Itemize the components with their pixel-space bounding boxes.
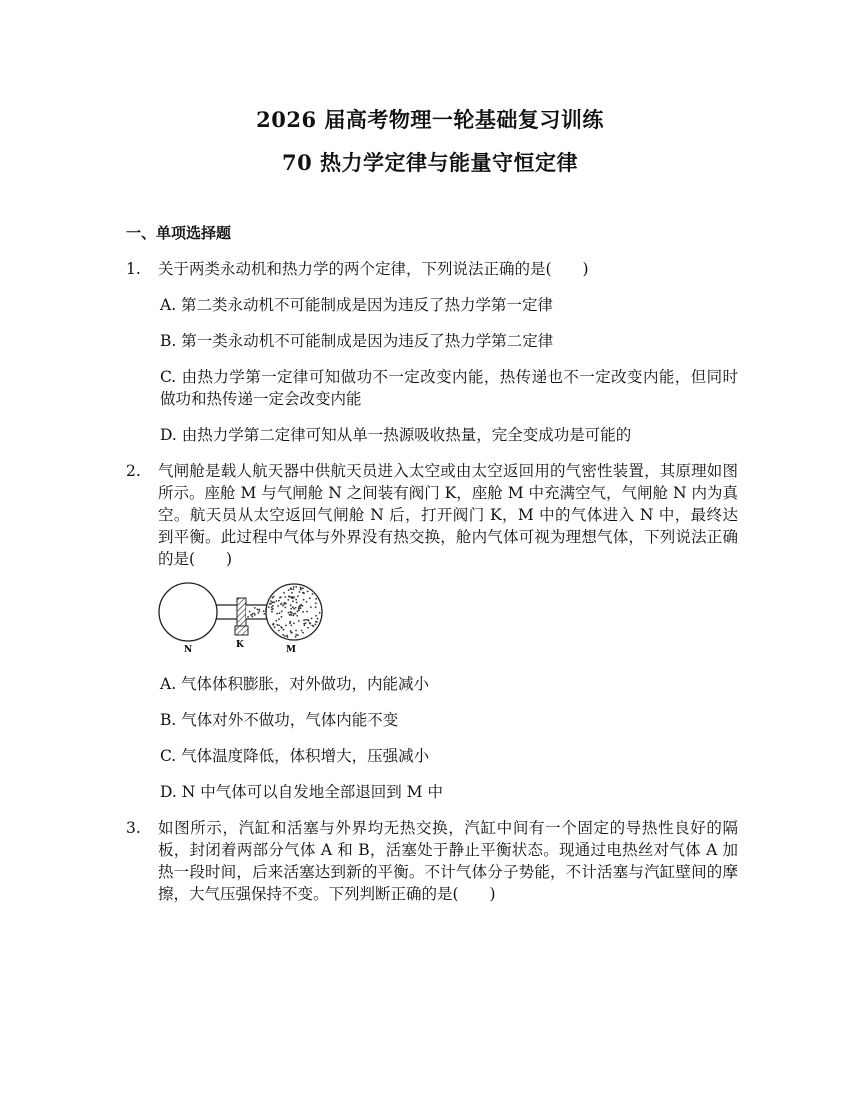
question-1 [126,258,738,280]
gas-particle [274,626,276,628]
gas-particle [281,610,283,612]
gas-particle [300,604,302,606]
gas-particle [295,636,297,638]
gas-particle [307,591,309,593]
gas-particle [302,611,304,613]
gas-particle [290,608,292,610]
gas-particle [270,600,272,602]
label-k: K [236,640,244,650]
gas-particle [306,601,308,603]
gas-particle [290,614,292,616]
gas-particle [297,595,299,597]
gas-particle [263,613,265,615]
gas-particle [281,603,283,605]
gas-particle [304,624,306,626]
gas-particle [282,605,284,607]
gas-particle [276,600,278,602]
gas-particle [253,612,255,614]
gas-particle [306,611,308,613]
gas-particle [279,597,281,599]
question-2-option-c: C. 气体温度降低，体积增大，压强减小 [160,747,430,765]
gas-particle [293,615,295,617]
gas-particle [293,613,295,615]
gas-particle [283,629,285,631]
gas-particle [279,612,281,614]
gas-particle [315,598,317,600]
label-m: M [286,645,296,655]
gas-particle [290,588,292,590]
gas-particle [303,619,305,621]
question-number: 3. [126,819,141,837]
gas-particle [271,602,273,604]
gas-particle [293,623,295,625]
gas-particle [295,607,297,609]
gas-particle [292,600,294,602]
gas-particle [295,634,297,636]
gas-particle [298,620,300,622]
gas-particle [273,596,275,598]
gas-particle [270,603,272,605]
gas-particle [293,608,295,610]
question-2-option-b: B. 气体对外不做功，气体内能不变 [160,711,399,729]
gas-particle [298,609,300,611]
gas-particle [310,606,312,608]
gas-particle [293,588,295,590]
gas-particle [278,600,280,602]
gas-particle [271,606,273,608]
question-1-option-a: A. 第二类永动机不可能制成是因为违反了热力学第一定律 [160,296,554,314]
gas-particle [299,591,301,593]
gas-particle [259,610,261,612]
gas-particle [283,592,285,594]
gas-particle [296,615,298,617]
gas-particle [305,619,307,621]
gas-particle [288,612,290,614]
gas-particle [309,622,311,624]
gas-particle [311,618,313,620]
gas-particle [268,606,270,608]
section-heading: 一、单项选择题 [126,224,232,242]
gas-particle [293,586,295,588]
gas-particle [263,610,265,612]
gas-particle [247,616,249,618]
gas-particle [315,615,317,617]
question-2-option-a: A. 气体体积膨胀，对外做功，内能减小 [160,675,430,693]
gas-particle [315,606,317,608]
gas-particle [286,635,288,637]
gas-particle [315,624,317,626]
gas-particle [301,630,303,632]
gas-particle [249,611,251,613]
question-stem: 关于两类永动机和热力学的两个定律，下列说法正确的是( ) [158,260,589,278]
gas-particle [273,623,275,625]
gas-particle [278,625,280,627]
gas-particle [284,607,286,609]
gas-particle [289,622,291,624]
gas-particle [300,587,302,589]
gas-particle [307,619,309,621]
question-1-option-b: B. 第一类永动机不可能制成是因为违反了热力学第二定律 [160,332,554,350]
gas-particle [276,624,278,626]
gas-particle [257,612,259,614]
gas-particle [295,630,297,632]
gas-particle [315,602,317,604]
gas-particle [289,596,291,598]
gas-particle [309,597,311,599]
gas-particle [291,592,293,594]
gas-particle [273,602,275,604]
gas-particle [303,623,305,625]
question-1-option-c: C. 由热力学第一定律可知做功不一定改变内能，热传递也不一定改变内能，但同时做功和热传递一定会改变内能 [160,368,738,408]
gas-particle [277,605,279,607]
gas-particle [290,625,292,627]
gas-particle [298,608,300,610]
gas-particle [251,613,253,615]
question-stem: 如图所示，汽缸和活塞与外界均无热交换，汽缸中间有一个固定的导热性良好的隔板，封闭着两部分气体 A 和 B，活塞处于静止平衡状态。现通过电热丝对气体 A 加热一段时间，后来活塞达到新的平衡。不计气体分子势能，不计活塞与汽缸壁间的摩擦，大气压强保持不变。下列判断正确的是( ) [158,819,738,903]
gas-particle [295,586,297,588]
gas-particle [284,596,286,598]
gas-particle [313,625,315,627]
question-2 [126,460,738,570]
gas-particle [287,599,289,601]
gas-particle [291,597,293,599]
question-2-option-d: D. N 中气体可以自发地全部退回到 M 中 [160,783,443,801]
gas-particle [292,606,294,608]
document-subtitle: 70 热力学定律与能量守恒定律 [281,150,579,175]
gas-particle [257,609,259,611]
gas-particle [295,599,297,601]
gas-particle [284,635,286,637]
gas-particle [251,616,253,618]
gas-particle [300,589,302,591]
gas-particle [291,632,293,634]
gas-particle [254,614,256,616]
chamber-n [159,583,217,641]
gas-particle [291,612,293,614]
gas-particle [300,607,302,609]
gas-particle [271,609,273,611]
gas-particle [281,616,283,618]
gas-particle [280,626,282,628]
gas-particle [271,611,273,613]
gas-particle [319,612,321,614]
gas-particle [302,632,304,634]
question-number: 1. [126,260,141,278]
gas-particle [288,589,290,591]
gas-particle [254,607,256,609]
gas-particle [276,613,278,615]
gas-particle [307,627,309,629]
gas-particle [302,587,304,589]
gas-particle [265,608,267,610]
gas-particle [312,593,314,595]
gas-particle [265,610,267,612]
document-title: 2026 届高考物理一轮基础复习训练 [256,107,604,132]
gas-particle [278,630,280,632]
gas-particle [285,625,287,627]
question-stem: 气闸舱是载人航天器中供航天员进入太空或由太空返回用的气密性装置，其原理如图所示。座舱 M 与气闸舱 N 之间装有阀门 K，座舱 M 中充满空气，气闸舱 N 内为真空。航天员从太空返回气闸舱 N 后，打开阀门 K，M 中的气体进入 N 中，最终达到平衡。此过程中气体与外界没有热交换，舱内气体可视为理想气体，下列说法正确的是( ) [158,462,738,568]
gas-particle [297,610,299,612]
label-n: N [184,645,193,655]
gas-particle [290,604,292,606]
gas-particle [317,618,319,620]
gas-particle [275,620,277,622]
gas-particle [303,593,305,595]
gas-particle [297,634,299,636]
airlock-diagram [155,580,330,660]
question-number: 2. [126,462,141,480]
gas-particle [289,621,291,623]
gas-particle [315,621,317,623]
gas-particle [284,602,286,604]
question-3 [126,817,738,905]
gas-particle [303,599,305,601]
gas-particle [278,618,280,620]
question-1-option-d: D. 由热力学第二定律可知从单一热源吸收热量，完全变成功是可能的 [160,426,632,444]
gas-particle [296,602,298,604]
gas-particle [282,634,284,636]
gas-particle [295,613,297,615]
